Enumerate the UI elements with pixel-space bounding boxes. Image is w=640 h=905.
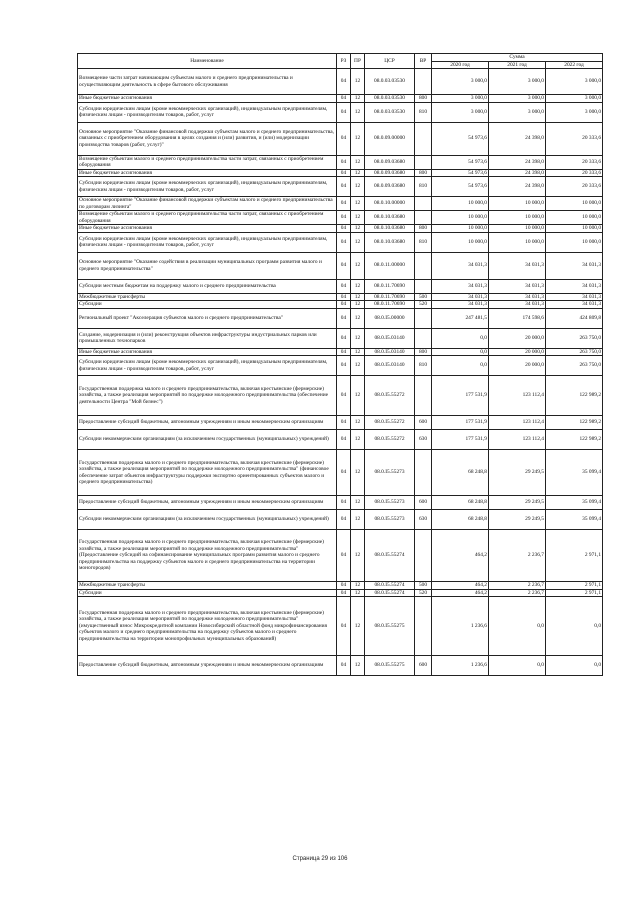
cell-vr: 800 (415, 95, 432, 103)
cell-2022: 20 333,6 (546, 177, 603, 197)
cell-pr: 12 (351, 450, 365, 496)
cell-csr: 08.0.11.70690 (365, 293, 415, 301)
cell-2020: 54 973,6 (432, 122, 489, 155)
cell-name: Иные бюджетные ассигнования (78, 348, 337, 356)
cell-rz: 04 (337, 328, 351, 348)
cell-2020: 177 531,9 (432, 376, 489, 416)
cell-2021: 24 398,0 (489, 122, 546, 155)
cell-pr: 12 (351, 597, 365, 656)
cell-vr: 630 (415, 430, 432, 450)
cell-rz: 04 (337, 308, 351, 328)
col-header-2022: 2022 год (546, 61, 603, 69)
cell-2022: 2 971,1 (546, 530, 603, 582)
cell-2020: 3 000,0 (432, 69, 489, 95)
cell-2020: 68 248,8 (432, 510, 489, 530)
cell-pr: 12 (351, 510, 365, 530)
cell-2022: 2 971,1 (546, 589, 603, 597)
cell-2020: 34 031,3 (432, 301, 489, 309)
cell-2021: 29 249,5 (489, 450, 546, 496)
cell-rz: 04 (337, 279, 351, 293)
cell-name: Предоставление субсидий бюджетным, автономным учреждениям и иным некоммерческим организациям (78, 416, 337, 430)
cell-name: Иные бюджетные ассигнования (78, 225, 337, 233)
cell-rz: 04 (337, 293, 351, 301)
cell-pr: 12 (351, 301, 365, 309)
cell-2020: 1 236,6 (432, 597, 489, 656)
cell-csr: 08.0.I5.55273 (365, 496, 415, 510)
cell-vr (415, 252, 432, 279)
cell-2020: 3 000,0 (432, 102, 489, 122)
cell-rz: 04 (337, 510, 351, 530)
cell-2021: 3 000,0 (489, 102, 546, 122)
cell-2022: 122 989,2 (546, 376, 603, 416)
cell-2021: 24 398,0 (489, 155, 546, 169)
cell-2022: 34 031,3 (546, 252, 603, 279)
cell-rz: 04 (337, 597, 351, 656)
cell-2021: 34 031,3 (489, 252, 546, 279)
cell-name: Государственная поддержка малого и среднего предпринимательства, включая крестьянские (фермерские) хозяйства, а также реализация мероприятий по поддержке молодежного предпринимательства" (имущественный взнос Микрокредитной компании Новосибирский областной фонд микрофинансирования субъектов малого и среднего предпринимательства на поддержку субъектов малого и среднего предпринимательства на территории монопрофильных муниципальных образований) (78, 597, 337, 656)
cell-csr: 08.0.09.03680 (365, 155, 415, 169)
cell-2022: 3 000,0 (546, 69, 603, 95)
cell-pr: 12 (351, 293, 365, 301)
cell-vr (415, 69, 432, 95)
cell-2022: 10 000,0 (546, 225, 603, 233)
cell-2020: 68 248,8 (432, 496, 489, 510)
cell-pr: 12 (351, 589, 365, 597)
cell-csr: 08.0.I5.03140 (365, 348, 415, 356)
cell-2021: 20 000,0 (489, 356, 546, 376)
cell-vr: 800 (415, 225, 432, 233)
cell-2021: 2 236,7 (489, 589, 546, 597)
cell-2021: 29 249,5 (489, 496, 546, 510)
cell-rz: 04 (337, 197, 351, 211)
table-row (78, 496, 603, 510)
cell-2021: 34 031,3 (489, 293, 546, 301)
cell-2020: 464,2 (432, 589, 489, 597)
cell-2021: 20 000,0 (489, 348, 546, 356)
cell-name: Возмещение части затрат начинающим субъектам малого и среднего предпринимательства и осуществляющим деятельность в сфере бытового обслуживания (78, 69, 337, 95)
cell-2022: 122 989,2 (546, 430, 603, 450)
cell-2022: 20 333,6 (546, 122, 603, 155)
table-row (78, 450, 603, 496)
cell-2020: 34 031,3 (432, 279, 489, 293)
cell-csr: 08.0.I5.55274 (365, 589, 415, 597)
cell-vr: 810 (415, 232, 432, 252)
cell-csr: 08.0.I5.03140 (365, 328, 415, 348)
cell-name: Субсидии некоммерческим организациям (за исключением государственных (муниципальных) учреждений) (78, 510, 337, 530)
cell-pr: 12 (351, 279, 365, 293)
cell-2021: 20 000,0 (489, 328, 546, 348)
cell-vr: 800 (415, 348, 432, 356)
cell-2020: 1 236,6 (432, 656, 489, 676)
cell-2020: 464,2 (432, 582, 489, 590)
cell-2021: 3 000,0 (489, 95, 546, 103)
cell-2022: 34 031,3 (546, 279, 603, 293)
col-header-2021: 2021 год (489, 61, 546, 69)
table-body (78, 69, 603, 676)
cell-csr: 08.0.I5.55274 (365, 530, 415, 582)
cell-rz: 04 (337, 376, 351, 416)
table-row (78, 252, 603, 279)
cell-vr: 520 (415, 301, 432, 309)
cell-2022: 34 031,3 (546, 293, 603, 301)
cell-2021: 10 000,0 (489, 211, 546, 225)
cell-name: Предоставление субсидий бюджетным, автономным учреждениям и иным некоммерческим организациям (78, 656, 337, 676)
col-header-sum: Сумма (432, 54, 603, 62)
cell-2020: 0,0 (432, 356, 489, 376)
cell-2021: 2 236,7 (489, 582, 546, 590)
cell-rz: 04 (337, 232, 351, 252)
cell-2020: 34 031,3 (432, 293, 489, 301)
cell-rz: 04 (337, 102, 351, 122)
cell-2022: 20 333,6 (546, 155, 603, 169)
table-row (78, 656, 603, 676)
cell-vr (415, 155, 432, 169)
cell-vr: 520 (415, 589, 432, 597)
cell-vr: 600 (415, 416, 432, 430)
cell-csr: 08.0.I5.03140 (365, 356, 415, 376)
table-row (78, 177, 603, 197)
cell-csr: 08.0.I5.00000 (365, 308, 415, 328)
cell-2021: 10 000,0 (489, 197, 546, 211)
cell-pr: 12 (351, 656, 365, 676)
cell-2022: 34 031,3 (546, 301, 603, 309)
cell-2020: 3 000,0 (432, 95, 489, 103)
cell-rz: 04 (337, 656, 351, 676)
cell-pr: 12 (351, 169, 365, 177)
table-row (78, 232, 603, 252)
cell-rz: 04 (337, 496, 351, 510)
cell-2022: 2 971,1 (546, 582, 603, 590)
cell-2020: 34 031,3 (432, 252, 489, 279)
table-row (78, 348, 603, 356)
cell-csr: 08.0.09.00000 (365, 122, 415, 155)
cell-2020: 177 531,9 (432, 430, 489, 450)
cell-2021: 123 112,4 (489, 376, 546, 416)
cell-csr: 08.0.I5.55272 (365, 416, 415, 430)
cell-pr: 12 (351, 177, 365, 197)
cell-vr (415, 597, 432, 656)
cell-vr (415, 328, 432, 348)
cell-vr (415, 197, 432, 211)
table-row (78, 102, 603, 122)
cell-rz: 04 (337, 430, 351, 450)
table-row (78, 416, 603, 430)
table-row (78, 169, 603, 177)
cell-vr (415, 308, 432, 328)
table-row (78, 510, 603, 530)
cell-rz: 04 (337, 155, 351, 169)
cell-2020: 464,2 (432, 530, 489, 582)
cell-2022: 35 099,4 (546, 496, 603, 510)
cell-csr: 08.0.09.03680 (365, 177, 415, 197)
cell-2020: 54 973,6 (432, 177, 489, 197)
cell-2022: 0,0 (546, 656, 603, 676)
cell-rz: 04 (337, 582, 351, 590)
col-header-pr: ПР (351, 54, 365, 69)
cell-pr: 12 (351, 416, 365, 430)
cell-vr: 500 (415, 582, 432, 590)
cell-vr: 810 (415, 177, 432, 197)
cell-name: Иные бюджетные ассигнования (78, 95, 337, 103)
cell-2022: 263 750,0 (546, 356, 603, 376)
cell-2020: 10 000,0 (432, 232, 489, 252)
cell-rz: 04 (337, 69, 351, 95)
cell-2022: 263 750,0 (546, 348, 603, 356)
cell-pr: 12 (351, 308, 365, 328)
cell-rz: 04 (337, 122, 351, 155)
cell-name: Основное мероприятие "Оказание содействия в реализации муниципальных программ развития малого и среднего предпринимательства" (78, 252, 337, 279)
cell-vr: 800 (415, 169, 432, 177)
cell-rz: 04 (337, 252, 351, 279)
cell-vr: 600 (415, 656, 432, 676)
cell-rz: 04 (337, 95, 351, 103)
cell-name: Межбюджетные трансферты (78, 582, 337, 590)
cell-2021: 123 112,4 (489, 416, 546, 430)
cell-pr: 12 (351, 69, 365, 95)
cell-pr: 12 (351, 95, 365, 103)
cell-2020: 247 481,5 (432, 308, 489, 328)
cell-vr (415, 450, 432, 496)
cell-name: Основное мероприятие "Оказание финансовой поддержки субъектам малого и среднего предпринимательства по договорам лизинга" (78, 197, 337, 211)
cell-pr: 12 (351, 252, 365, 279)
cell-vr: 600 (415, 496, 432, 510)
cell-csr: 08.0.10.03680 (365, 211, 415, 225)
cell-2021: 29 249,5 (489, 510, 546, 530)
cell-rz: 04 (337, 356, 351, 376)
cell-2022: 20 333,6 (546, 169, 603, 177)
cell-csr: 08.0.11.70690 (365, 279, 415, 293)
cell-csr: 08.0.I5.55272 (365, 430, 415, 450)
cell-2021: 174 598,6 (489, 308, 546, 328)
cell-pr: 12 (351, 197, 365, 211)
table-row (78, 279, 603, 293)
cell-2020: 0,0 (432, 348, 489, 356)
cell-2021: 24 398,0 (489, 169, 546, 177)
table-row (78, 293, 603, 301)
cell-2021: 34 031,3 (489, 301, 546, 309)
table-row (78, 308, 603, 328)
table-row (78, 197, 603, 211)
table-row (78, 597, 603, 656)
cell-rz: 04 (337, 301, 351, 309)
cell-vr (415, 530, 432, 582)
table-row (78, 122, 603, 155)
cell-rz: 04 (337, 177, 351, 197)
cell-name: Иные бюджетные ассигнования (78, 169, 337, 177)
cell-pr: 12 (351, 356, 365, 376)
cell-csr: 08.0.I5.55273 (365, 510, 415, 530)
cell-2022: 10 000,0 (546, 232, 603, 252)
cell-2020: 177 531,9 (432, 416, 489, 430)
cell-name: Основное мероприятие "Оказание финансовой поддержки субъектам малого и среднего предпринимательства, связанных с приобретением оборудования в целях создания и (или) развития, и (или) модернизации производства товаров (работ, услуг)" (78, 122, 337, 155)
cell-2020: 68 248,8 (432, 450, 489, 496)
cell-2022: 0,0 (546, 597, 603, 656)
cell-2022: 263 750,0 (546, 328, 603, 348)
cell-2022: 3 000,0 (546, 102, 603, 122)
cell-rz: 04 (337, 225, 351, 233)
cell-2020: 54 973,6 (432, 155, 489, 169)
cell-pr: 12 (351, 211, 365, 225)
cell-csr: 08.0.I5.55272 (365, 376, 415, 416)
cell-2020: 10 000,0 (432, 197, 489, 211)
cell-name: Возмещение субъектам малого и среднего предпринимательства части затрат, связанных с приобретением оборудования (78, 211, 337, 225)
cell-2021: 123 112,4 (489, 430, 546, 450)
cell-name: Государственная поддержка малого и среднего предпринимательства, включая крестьянские (фермерские) хозяйства, а также реализация мероприятий по поддержке молодежного предпринимательства" (Предоставление субсидий на софинансирование муниципальных программ развития малого и среднего предпринимательства на поддержку субъектов малого и среднего предпринимательства на территории моногородов) (78, 530, 337, 582)
cell-vr (415, 376, 432, 416)
cell-rz: 04 (337, 348, 351, 356)
cell-2020: 10 000,0 (432, 225, 489, 233)
cell-vr (415, 122, 432, 155)
cell-csr: 08.0.09.03680 (365, 169, 415, 177)
cell-csr: 08.0.03.03530 (365, 95, 415, 103)
cell-rz: 04 (337, 450, 351, 496)
budget-table (77, 53, 603, 676)
cell-2021: 10 000,0 (489, 232, 546, 252)
cell-csr: 08.0.I5.55275 (365, 656, 415, 676)
cell-name: Субсидии юридическим лицам (кроме некоммерческих организаций), индивидуальным предпринимателям, физическим лицам - производителям товаров, работ, услуг (78, 232, 337, 252)
cell-csr: 08.0.10.03680 (365, 225, 415, 233)
cell-rz: 04 (337, 211, 351, 225)
cell-2022: 10 000,0 (546, 197, 603, 211)
cell-name: Предоставление субсидий бюджетным, автономным учреждениям и иным некоммерческим организациям (78, 496, 337, 510)
cell-rz: 04 (337, 589, 351, 597)
cell-2021: 2 236,7 (489, 530, 546, 582)
cell-pr: 12 (351, 582, 365, 590)
table-row (78, 225, 603, 233)
cell-pr: 12 (351, 530, 365, 582)
cell-name: Создание, модернизация и (или) реконструкция объектов инфраструктуры индустриальных парков или промышленных технопарков (78, 328, 337, 348)
cell-2022: 3 000,0 (546, 95, 603, 103)
cell-pr: 12 (351, 496, 365, 510)
table-row (78, 582, 603, 590)
cell-pr: 12 (351, 122, 365, 155)
table-row (78, 155, 603, 169)
cell-vr: 630 (415, 510, 432, 530)
table-row (78, 589, 603, 597)
cell-2021: 10 000,0 (489, 225, 546, 233)
cell-pr: 12 (351, 328, 365, 348)
page-number: Страница 29 из 106 (292, 856, 348, 862)
cell-pr: 12 (351, 348, 365, 356)
cell-2021: 3 000,0 (489, 69, 546, 95)
cell-2020: 0,0 (432, 328, 489, 348)
col-header-csr: ЦСР (365, 54, 415, 69)
cell-2020: 10 000,0 (432, 211, 489, 225)
cell-2022: 424 809,8 (546, 308, 603, 328)
cell-vr: 500 (415, 293, 432, 301)
cell-vr (415, 211, 432, 225)
cell-name: Государственная поддержка малого и среднего предпринимательства, включая крестьянские (фермерские) хозяйства, а также реализация мероприятий по поддержке молодежного предпринимательства (обеспечение деятельности Центра "Мой бизнес") (78, 376, 337, 416)
col-header-name: Наименование (78, 54, 337, 69)
table-row (78, 301, 603, 309)
col-header-2020: 2020 год (432, 61, 489, 69)
cell-2020: 54 973,6 (432, 169, 489, 177)
cell-csr: 08.0.03.03530 (365, 69, 415, 95)
cell-2022: 35 099,4 (546, 450, 603, 496)
col-header-vr: ВР (415, 54, 432, 69)
cell-pr: 12 (351, 102, 365, 122)
cell-vr (415, 279, 432, 293)
cell-csr: 08.0.10.03680 (365, 232, 415, 252)
cell-name: Субсидии (78, 301, 337, 309)
cell-2022: 10 000,0 (546, 211, 603, 225)
cell-name: Субсидии некоммерческим организациям (за исключением государственных (муниципальных) учреждений) (78, 430, 337, 450)
table-row (78, 530, 603, 582)
cell-name: Субсидии юридическим лицам (кроме некоммерческих организаций), индивидуальным предпринимателям, физическим лицам - производителям товаров, работ, услуг (78, 102, 337, 122)
table-row (78, 328, 603, 348)
cell-csr: 08.0.11.00000 (365, 252, 415, 279)
cell-csr: 08.0.I5.55273 (365, 450, 415, 496)
cell-2022: 35 099,4 (546, 510, 603, 530)
cell-csr: 08.0.11.70690 (365, 301, 415, 309)
cell-name: Возмещение субъектам малого и среднего предпринимательства части затрат, связанных с приобретением оборудования (78, 155, 337, 169)
cell-name: Региональный проект "Акселерация субъектов малого и среднего предпринимательства" (78, 308, 337, 328)
cell-name: Субсидии местным бюджетам на поддержку малого и среднего предпринимательства (78, 279, 337, 293)
cell-rz: 04 (337, 169, 351, 177)
table-row (78, 430, 603, 450)
cell-rz: 04 (337, 416, 351, 430)
cell-csr: 08.0.10.00000 (365, 197, 415, 211)
cell-pr: 12 (351, 225, 365, 233)
cell-2021: 34 031,3 (489, 279, 546, 293)
cell-pr: 12 (351, 376, 365, 416)
cell-name: Межбюджетные трансферты (78, 293, 337, 301)
table-row (78, 376, 603, 416)
cell-2021: 0,0 (489, 656, 546, 676)
table-row (78, 211, 603, 225)
cell-name: Субсидии (78, 589, 337, 597)
col-header-rz: РЗ (337, 54, 351, 69)
cell-csr: 08.0.03.03530 (365, 102, 415, 122)
table-row (78, 69, 603, 95)
cell-2021: 24 398,0 (489, 177, 546, 197)
cell-pr: 12 (351, 155, 365, 169)
cell-2022: 122 989,2 (546, 416, 603, 430)
cell-2021: 0,0 (489, 597, 546, 656)
cell-pr: 12 (351, 232, 365, 252)
cell-csr: 08.0.I5.55275 (365, 597, 415, 656)
table-row (78, 356, 603, 376)
table-row (78, 95, 603, 103)
cell-name: Государственная поддержка малого и среднего предпринимательства, включая крестьянские (фермерские) хозяйства, а также реализация мероприятий по поддержке молодежного предпринимательства" (финансовое обеспечение затрат объектов инфраструктуры поддержки экспортно ориентированных субъектов малого и среднего предпринимательства) (78, 450, 337, 496)
cell-rz: 04 (337, 530, 351, 582)
cell-name: Субсидии юридическим лицам (кроме некоммерческих организаций), индивидуальным предпринимателям, физическим лицам - производителям товаров, работ, услуг (78, 356, 337, 376)
cell-pr: 12 (351, 430, 365, 450)
cell-vr: 810 (415, 102, 432, 122)
cell-csr: 08.0.I5.55274 (365, 582, 415, 590)
cell-name: Субсидии юридическим лицам (кроме некоммерческих организаций), индивидуальным предпринимателям, физическим лицам - производителям товаров, работ, услуг (78, 177, 337, 197)
cell-vr: 810 (415, 356, 432, 376)
